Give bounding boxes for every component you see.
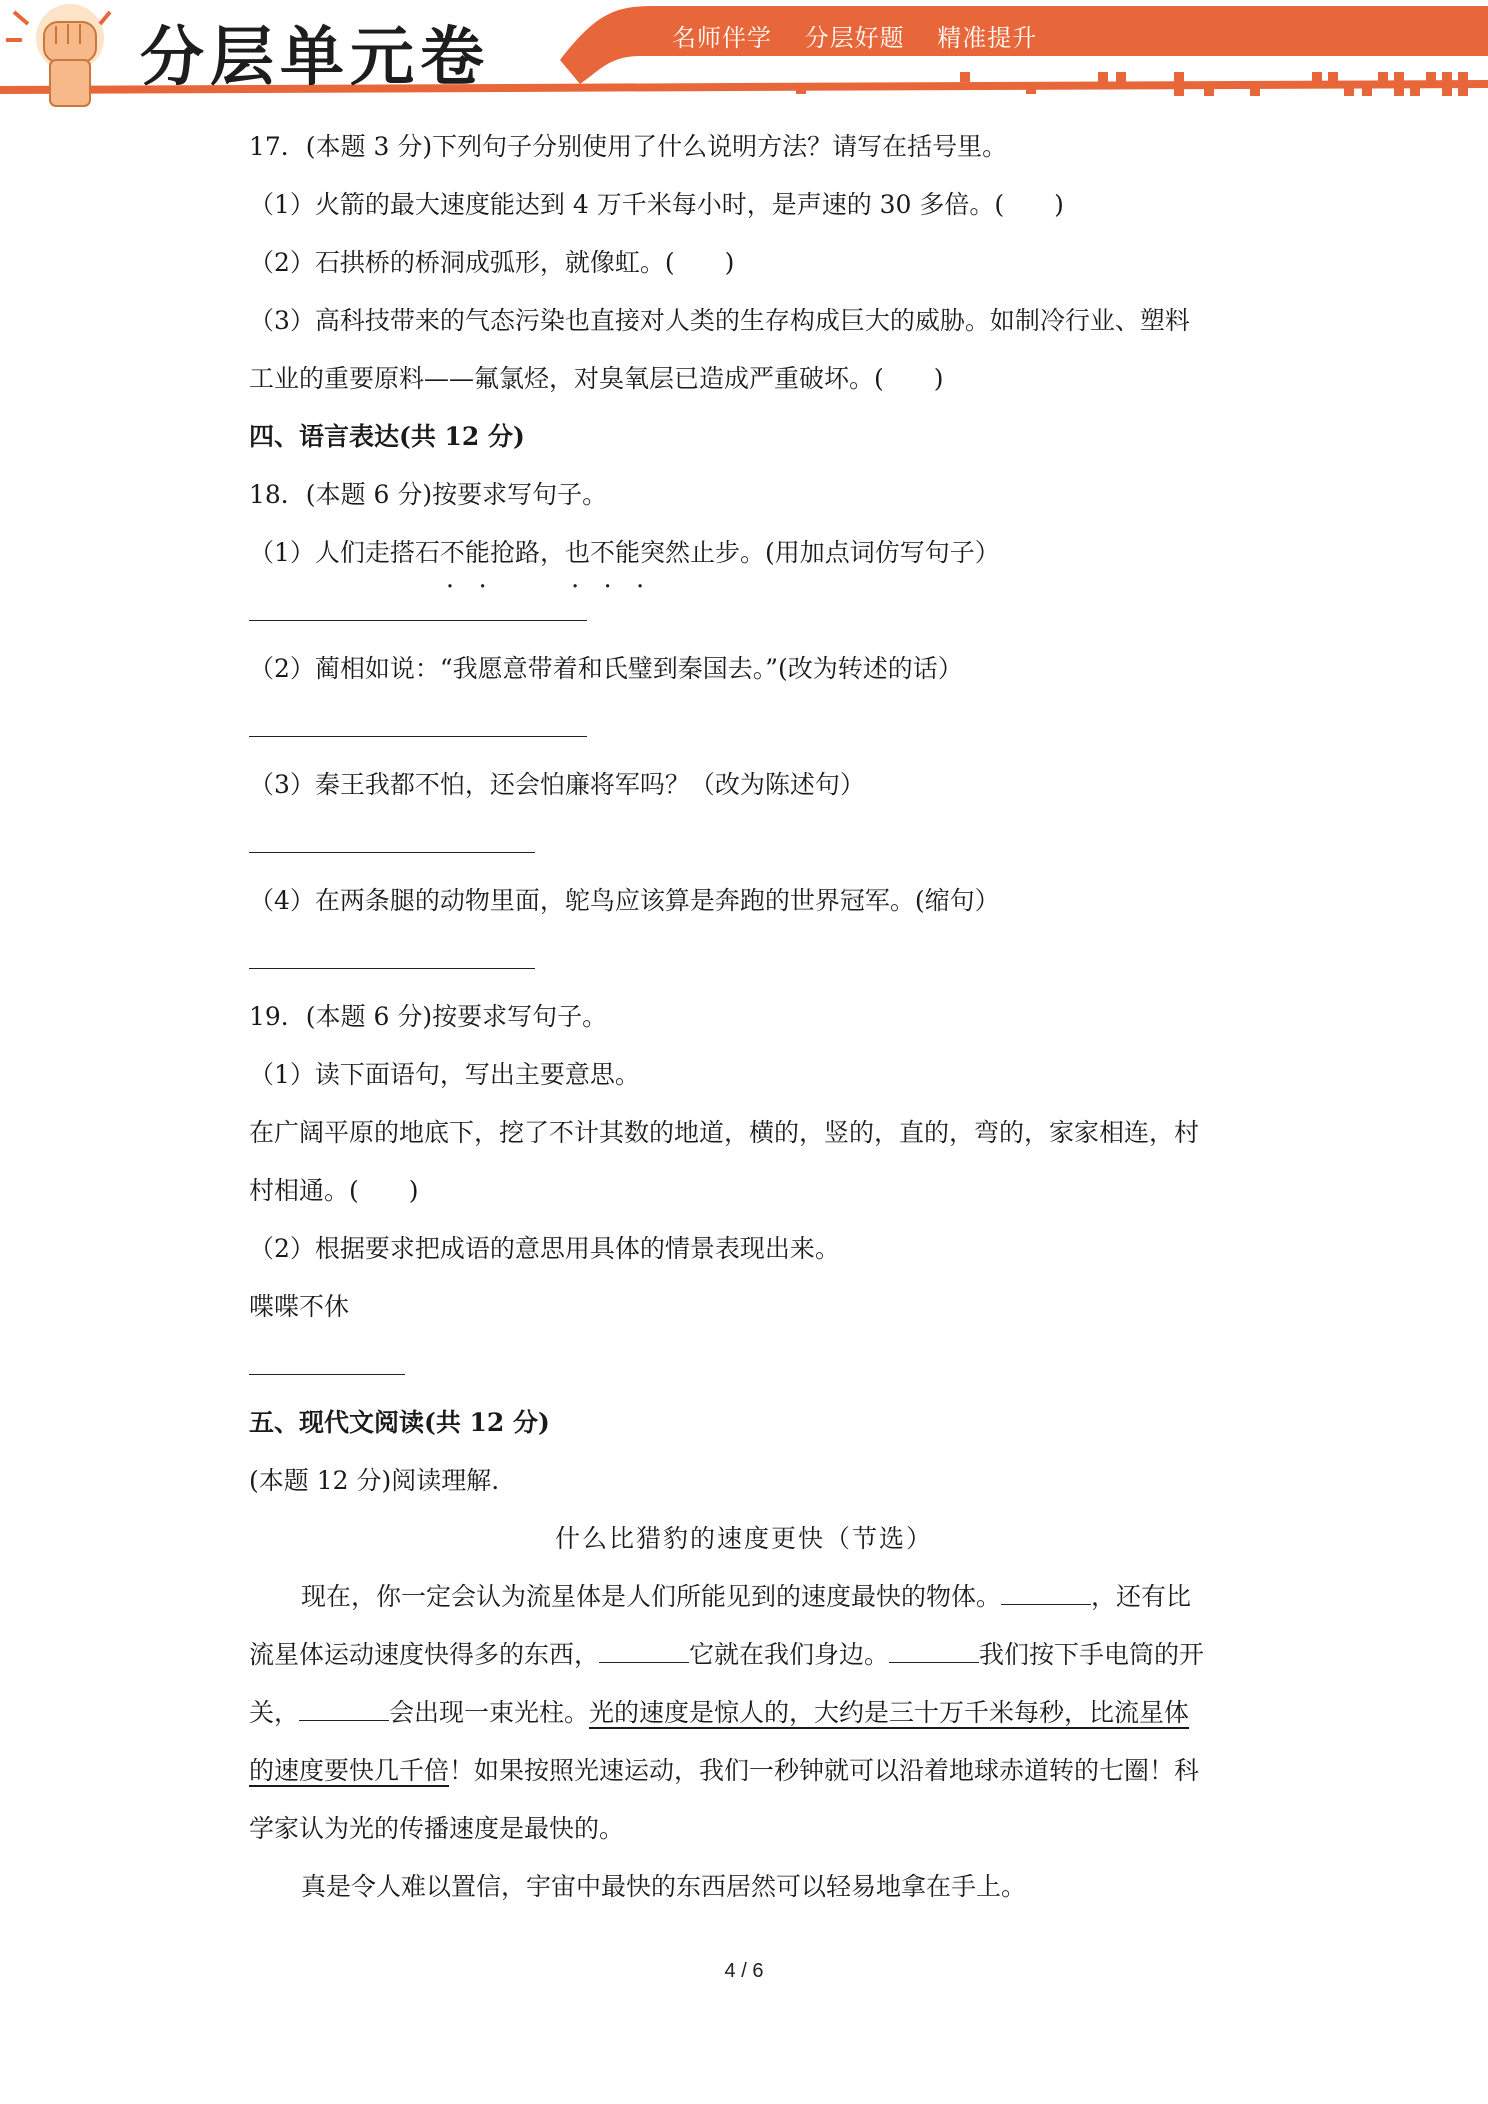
section-5-heading: 五、现代文阅读(共 12 分): [249, 1408, 550, 1437]
blank-4[interactable]: [299, 1690, 389, 1721]
answer-line-18-1[interactable]: [249, 582, 1239, 640]
passage-paragraph-2: 真是令人难以置信，宇宙中最快的东西居然可以轻易地拿在手上。: [301, 1872, 1027, 1901]
passage-text: 流星体运动速度快得多的东西，: [249, 1640, 600, 1669]
passage-text: 它就在我们身边。: [689, 1640, 890, 1669]
passage-text: 会出现一束光柱。: [389, 1698, 590, 1727]
q17-item-3a: （3）高科技带来的气态污染也直接对人类的生存构成巨大的威胁。如制冷行业、塑料: [249, 306, 1190, 335]
blank-1[interactable]: [1001, 1574, 1091, 1605]
page-header: [0, 0, 1488, 110]
passage-line-1: [249, 1568, 1239, 1626]
blank-3[interactable]: [889, 1632, 979, 1663]
passage-line-3: [249, 1684, 1239, 1742]
q18-item-1-pre: （1）人们走搭石: [249, 538, 440, 567]
passage-text: 我们按下手电筒的开: [979, 1640, 1205, 1669]
underlined-sentence: 光的速度是惊人的，大约是三十万千米每秒，比流星体: [589, 1698, 1190, 1727]
passage-title: 什么比猎豹的速度更快（节选）: [554, 1524, 933, 1553]
passage-line-5: 学家认为光的传播速度是最快的。: [249, 1814, 625, 1843]
answer-line-19-2[interactable]: [249, 1336, 1239, 1394]
passage-line-2: [249, 1626, 1239, 1684]
brand-title: 分层单元卷: [140, 21, 490, 95]
emphasis-dotted-word-1: 不能 · ·: [440, 538, 490, 567]
passage-text: 现在，你一定会认为流星体是人们所能见到的速度最快的物体。: [301, 1582, 1002, 1611]
q18-item-4: （4）在两条腿的动物里面，鸵鸟应该算是奔跑的世界冠军。(缩句）: [249, 886, 1000, 915]
header-slogans: [672, 18, 1061, 53]
q19-stem: 19．(本题 6 分)按要求写句子。: [249, 1002, 608, 1031]
slogan-1: 名师伴学: [672, 24, 772, 52]
blank-2[interactable]: [599, 1632, 689, 1663]
passage-text: ，还有比: [1091, 1582, 1192, 1611]
q18-item-1-post: 突然止步。(用加点词仿写句子）: [639, 538, 1000, 567]
q17-item-3b: 工业的重要原料——氟氯烃，对臭氧层已造成严重破坏。( ): [249, 364, 944, 393]
q19-quote-b: 村相通。( ): [249, 1176, 419, 1205]
answer-line-18-3[interactable]: [249, 814, 1239, 872]
q18-item-1: [249, 524, 1239, 582]
q18-item-3: （3）秦王我都不怕，还会怕廉将军吗？（改为陈述句）: [249, 770, 865, 799]
q19-quote-a: 在广阔平原的地底下，挖了不计其数的地道，横的，竖的，直的，弯的，家家相连，村: [249, 1118, 1200, 1147]
underlined-sentence: 的速度要快几千倍: [249, 1756, 450, 1785]
q17-stem: 17．(本题 3 分)下列句子分别使用了什么说明方法？请写在括号里。: [249, 132, 1008, 161]
page-content: [249, 118, 1239, 1916]
q19-idiom: 喋喋不休: [249, 1292, 350, 1321]
emphasis-dotted-word-2: 也不能 · · ·: [565, 538, 640, 567]
q17-item-1: （1）火箭的最大速度能达到 4 万千米每小时，是声速的 30 多倍。( ): [249, 190, 1064, 219]
q18-item-2: （2）蔺相如说：“我愿意带着和氏璧到秦国去。”(改为转述的话）: [249, 654, 963, 683]
page-number: 4 / 6: [724, 1960, 764, 1982]
q17-item-2: （2）石拱桥的桥洞成弧形，就像虹。( ): [249, 248, 735, 277]
q19-item-1: （1）读下面语句，写出主要意思。: [249, 1060, 640, 1089]
answer-line-18-4[interactable]: [249, 930, 1239, 988]
passage-line-4: [249, 1742, 1239, 1800]
passage-text: ！如果按照光速运动，我们一秒钟就可以沿着地球赤道转的七圈！科: [449, 1756, 1200, 1785]
slogan-2: 分层好题: [804, 24, 905, 52]
answer-line-18-2[interactable]: [249, 698, 1239, 756]
q20-stem: (本题 12 分)阅读理解.: [249, 1466, 500, 1495]
section-4-heading: 四、语言表达(共 12 分): [249, 422, 525, 451]
q18-stem: 18．(本题 6 分)按要求写句子。: [249, 480, 608, 509]
q18-item-1-mid: 抢路，: [489, 538, 565, 567]
q19-item-2: （2）根据要求把成语的意思用具体的情景表现出来。: [249, 1234, 840, 1263]
passage-text: 关，: [249, 1698, 300, 1727]
slogan-3: 精准提升: [937, 24, 1038, 52]
